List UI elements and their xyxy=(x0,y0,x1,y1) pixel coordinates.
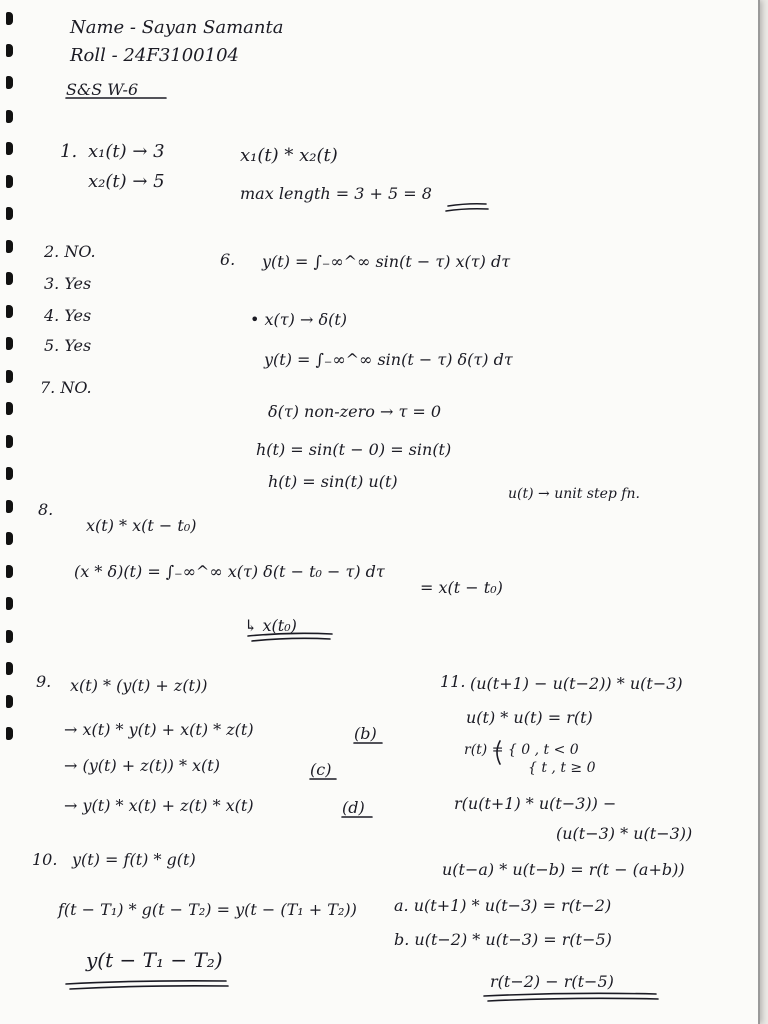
answer-q4: 4. Yes xyxy=(44,306,92,325)
binding-hole xyxy=(6,76,13,89)
roll-number: Roll - 24F3100104 xyxy=(70,45,239,66)
q9-tag-c: (c) xyxy=(310,760,332,779)
binding-hole xyxy=(6,597,13,610)
answer-q3: 3. Yes xyxy=(44,274,92,293)
q1-x1: x₁(t) → 3 xyxy=(88,141,165,162)
binding-hole xyxy=(6,467,13,480)
q10-line1: y(t) = f(t) * g(t) xyxy=(72,850,196,869)
binding-hole xyxy=(6,435,13,448)
q8-label: 8. xyxy=(38,500,54,519)
subject-heading: S&S W-6 xyxy=(66,80,139,99)
binding-hole xyxy=(6,44,13,57)
answer-q2: 2. NO. xyxy=(44,242,96,261)
q1-convolution: x₁(t) * x₂(t) xyxy=(240,145,338,166)
q8-answer-underline-2 xyxy=(252,638,330,641)
q10-answer-underline-2 xyxy=(70,986,228,989)
binding-hole xyxy=(6,402,13,415)
binding-hole xyxy=(6,565,13,578)
answer-q7: 7. NO. xyxy=(40,378,92,397)
q11-label: 11. xyxy=(440,672,466,691)
q9-line3: → (y(t) + z(t)) * x(t) xyxy=(64,756,220,775)
binding-hole xyxy=(6,630,13,643)
q11-line4: r(u(t+1) * u(t−3)) − xyxy=(454,794,617,813)
q11-line8: b. u(t−2) * u(t−3) = r(t−5) xyxy=(394,930,612,949)
binding-hole xyxy=(6,662,13,675)
q6-line4: δ(τ) non-zero → τ = 0 xyxy=(268,402,442,421)
binding-hole xyxy=(6,532,13,545)
q11-answer-underline xyxy=(484,993,656,996)
q6-line2: • x(τ) → δ(t) xyxy=(250,310,348,329)
q11-line3b: { t , t ≥ 0 xyxy=(528,760,596,776)
q9-line1: x(t) * (y(t) + z(t)) xyxy=(70,676,208,695)
q11-line3a: r(t) = { 0 , t < 0 xyxy=(464,742,579,758)
binding-hole xyxy=(6,272,13,285)
q8-line2: (x * δ)(t) = ∫₋∞^∞ x(τ) δ(t − t₀ − τ) dτ xyxy=(74,562,385,581)
q6-line3: y(t) = ∫₋∞^∞ sin(t − τ) δ(τ) dτ xyxy=(264,350,513,369)
q6-label: 6. xyxy=(220,250,236,269)
q6-line6: h(t) = sin(t) u(t) xyxy=(268,472,398,491)
q8-line3: ↳ x(t₀) xyxy=(244,616,297,635)
q8-line1: x(t) * x(t − t₀) xyxy=(86,516,197,535)
q11-line1: (u(t+1) − u(t−2)) * u(t−3) xyxy=(470,674,683,693)
q6-note: u(t) → unit step fn. xyxy=(508,486,640,502)
binding-hole xyxy=(6,207,13,220)
binding-hole xyxy=(6,142,13,155)
q9-tag-d: (d) xyxy=(342,798,365,817)
q1-answer-underline-2 xyxy=(446,209,488,211)
q11-line5: (u(t−3) * u(t−3)) xyxy=(556,824,693,843)
q6-line1: y(t) = ∫₋∞^∞ sin(t − τ) x(τ) dτ xyxy=(262,252,511,271)
q9-label: 9. xyxy=(36,672,52,691)
q1-label: 1. xyxy=(60,141,78,162)
q10-label: 10. xyxy=(32,850,58,869)
binding-hole xyxy=(6,305,13,318)
q6-line5: h(t) = sin(t − 0) = sin(t) xyxy=(256,440,452,459)
binding-hole xyxy=(6,370,13,383)
q10-line3: y(t − T₁ − T₂) xyxy=(86,948,223,972)
q9-line2: → x(t) * y(t) + x(t) * z(t) xyxy=(64,720,254,739)
answer-q5: 5. Yes xyxy=(44,336,92,355)
binding-hole xyxy=(6,12,13,25)
binding-hole xyxy=(6,110,13,123)
binding-hole xyxy=(6,727,13,740)
binding-hole xyxy=(6,175,13,188)
q11-line7: a. u(t+1) * u(t−3) = r(t−2) xyxy=(394,896,612,915)
binding-hole xyxy=(6,240,13,253)
spiral-binding-holes xyxy=(0,0,20,1024)
q11-line9: r(t−2) − r(t−5) xyxy=(490,972,614,991)
q1-max-length: max length = 3 + 5 = 8 xyxy=(240,184,432,203)
q11-line6: u(t−a) * u(t−b) = r(t − (a+b)) xyxy=(442,860,685,879)
q11-answer-underline-2 xyxy=(488,998,658,1001)
q1-x2: x₂(t) → 5 xyxy=(88,171,165,192)
binding-hole xyxy=(6,695,13,708)
q10-line2: f(t − T₁) * g(t − T₂) = y(t − (T₁ + T₂)) xyxy=(58,900,357,919)
q9-line4: → y(t) * x(t) + z(t) * x(t) xyxy=(64,796,254,815)
q1-answer-underline xyxy=(448,204,486,206)
student-name: Name - Sayan Samanta xyxy=(70,17,284,38)
binding-hole xyxy=(6,500,13,513)
binding-hole xyxy=(6,337,13,350)
q10-answer-underline xyxy=(66,981,226,984)
q9-tag-b: (b) xyxy=(354,724,377,743)
q11-line2: u(t) * u(t) = r(t) xyxy=(466,708,593,727)
q8-result: = x(t − t₀) xyxy=(420,578,503,597)
